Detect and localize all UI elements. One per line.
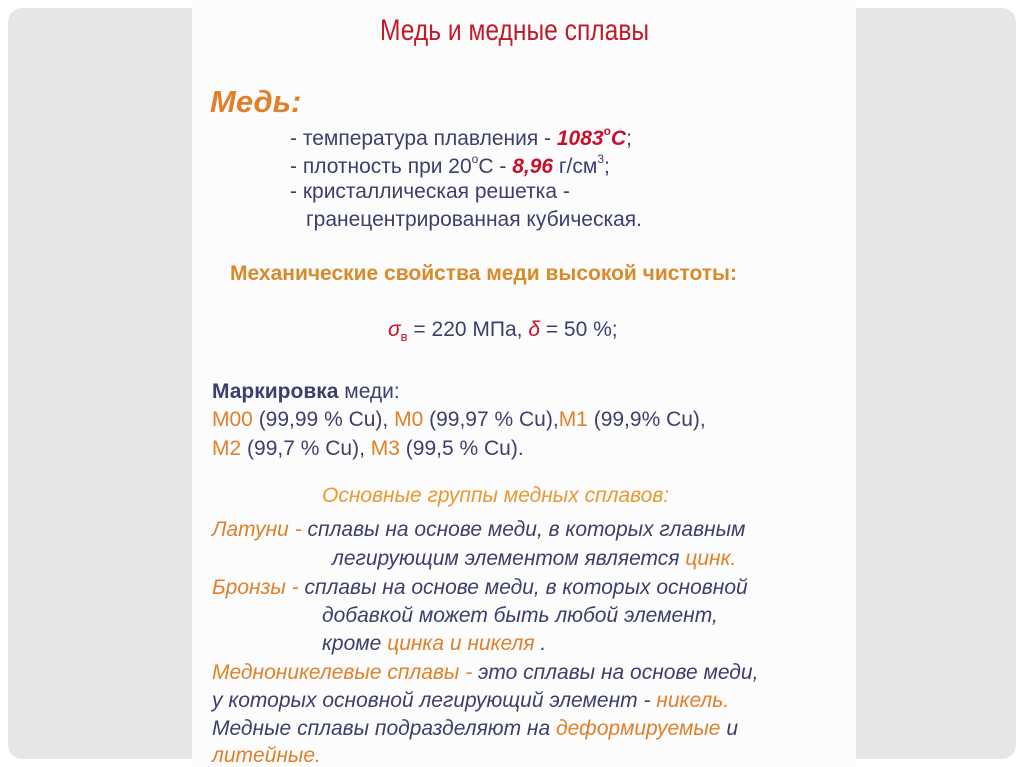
grade-m1-text: (99,9% Cu), — [587, 408, 706, 431]
brass-text-2: легирующим элементом является — [332, 547, 686, 570]
grade-m3-text: (99,5 % Cu). — [399, 437, 524, 460]
brass-line-2 — [332, 547, 736, 571]
bronze-term: Бронзы - — [212, 576, 305, 599]
cupronickel-text-2: у которых основной легирующий элемент - — [212, 689, 657, 712]
density-c: С - — [478, 155, 513, 178]
grade-m1: М1 — [558, 408, 588, 431]
grade-m00-text: (99,99 % Cu), — [252, 408, 395, 431]
cupronickel-line-1 — [212, 661, 758, 685]
melting-end: ; — [626, 127, 632, 150]
grade-m3: М3 — [370, 437, 400, 460]
brass-text-1: сплавы на основе меди, в которых главным — [307, 518, 746, 541]
division-and: и — [720, 717, 738, 740]
marking-heading — [212, 380, 400, 404]
melting-point-line — [290, 124, 632, 151]
cupronickel-line-2 — [212, 689, 729, 713]
formula-end: = 50 %; — [540, 318, 618, 341]
bronze-except: цинка и никеля — [387, 632, 535, 655]
mechanical-formula — [388, 318, 618, 344]
groups-heading: Основные группы медных сплавов: — [322, 484, 670, 507]
formula-mid: = 220 МПа, — [407, 318, 529, 341]
grade-m0-text: (99,97 % Cu), — [423, 408, 559, 431]
cupronickel-dash: - — [459, 661, 479, 684]
melting-unit: С — [610, 127, 627, 150]
marking-line-2 — [212, 437, 524, 461]
bronze-text-1: сплавы на основе меди, в которых основной — [304, 576, 748, 599]
brass-line-1 — [212, 518, 745, 542]
cupronickel-nickel: никель. — [656, 689, 730, 712]
mechanical-heading: Механические свойства меди высокой чистоты: — [230, 262, 737, 285]
density-unit: г/см — [553, 155, 598, 178]
sigma-subscript: в — [400, 329, 408, 344]
brass-term: Латуни - — [212, 518, 308, 541]
grade-m0: М0 — [394, 408, 424, 431]
bronze-end: . — [534, 632, 547, 655]
cupronickel-text-1: это сплавы на основе меди, — [478, 661, 759, 684]
density-line — [290, 152, 610, 179]
bronze-line-1 — [212, 576, 748, 600]
cupronickel-term: Медноникелевые сплавы — [212, 661, 460, 684]
lattice-line-1: - кристаллическая решетка - — [290, 180, 570, 203]
marking-heading-rest: меди: — [338, 380, 400, 403]
melting-degree: o — [603, 124, 611, 138]
bronze-line-3 — [322, 632, 546, 656]
density-end: ; — [604, 155, 610, 178]
bronze-line-2: добавкой может быть любой элемент, — [322, 604, 718, 627]
sigma-symbol: σ — [388, 318, 401, 341]
density-prefix: - плотность при 20 — [290, 155, 472, 178]
bronze-text-3: кроме — [322, 632, 388, 655]
grade-m2-text: (99,7 % Cu), — [241, 437, 371, 460]
grade-m2: М2 — [212, 437, 242, 460]
grade-m00: М00 — [212, 408, 253, 431]
division-deform: деформируемые — [556, 717, 721, 740]
melting-prefix: - температура плавления - — [290, 127, 557, 150]
density-unit-sup: 3 — [597, 152, 605, 166]
division-line-2: литейные. — [212, 744, 321, 767]
division-line-1 — [212, 717, 738, 741]
brass-zinc: цинк. — [685, 547, 737, 570]
delta-symbol: δ — [528, 318, 540, 341]
melting-value: 1083 — [556, 127, 604, 150]
division-text: Медные сплавы подразделяют на — [212, 717, 556, 740]
marking-line-1 — [212, 408, 706, 432]
density-degree: o — [471, 152, 479, 166]
marking-heading-bold: Маркировка — [212, 380, 339, 403]
density-value: 8,96 — [512, 155, 554, 178]
slide-title: Медь и медные сплавы — [380, 14, 650, 47]
copper-heading: Медь: — [210, 84, 302, 119]
lattice-line-2: гранецентрированная кубическая. — [306, 208, 642, 231]
slide-document — [192, 0, 856, 767]
